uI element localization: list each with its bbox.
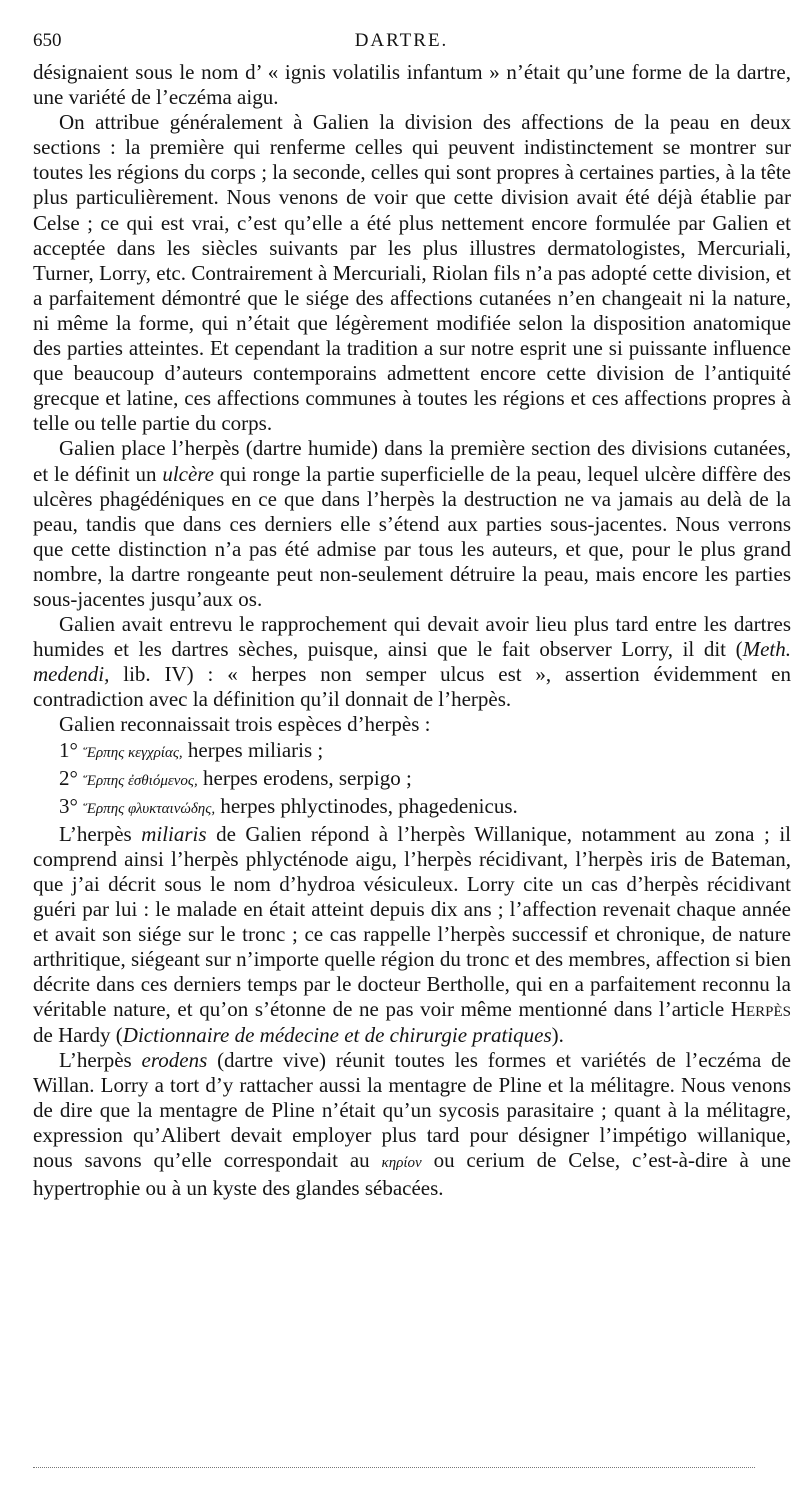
text-run: L’herpès <box>59 821 142 846</box>
list-item <box>33 766 791 794</box>
text-run: herpes miliaris ; <box>182 737 324 762</box>
text-run: de Galien répond à l’herpès Willanique, notamment au zona ; il comprend ainsi l’herpès phlycténode aigu, l’herpès récidivant, l’herpès iris de Bateman, que j’ai décrit sous le nom d’hydroa vésiculeux. Lorry cite un cas d’herpès récidivant guéri par lui : le malade en était atteint depuis dix ans ; l’affection revenait chaque année et avait son siége sur le tronc ; ce cas rappelle l’herpès successif et chronique, de nature arthritique, siégeant sur n’importe quelle région du tronc et des membres, affection si bien décrite dans ces derniers temps par le docteur Bertholle, qui en a parfaitement reconnu la véritable nature, et qu’on s’étonne de ne pas voir même mentionné dans l’article <box>33 821 792 1022</box>
text-run: Galien avait entrevu le rapprochement qui devait avoir lieu plus tard entre les dartres humides et les dartres sèches, puisque, ainsi que le fait observer Lorry, il dit ( <box>33 612 791 662</box>
text-run: On attribue généralement à Galien la division des affections de la peau en deux sections : la première qui renferme celles qui peuvent indistinctement se montrer sur toutes les régions du corps ; la seconde, celles qui sont propres à certaines parties, à la tête plus particulièrement. Nous venons de voir que cette division avait été déjà établie par Celse ; ce qui est vrai, c’est qu’elle a été plus nettement encore formulée par Galien et acceptée dans les siècles suivants par les plus illustres dermatologistes, Mercuriali, Turner, Lorry, etc. Contrairement à Mercuriali, Riolan fils n’a pas adopté cette division, et a parfaitement démontré que le siége des affections cutanées n’en changeait ni la nature, ni même la forme, qui n’était que légèrement modifiée selon la disposition anatomique des parties atteintes. Et cependant la tradition a sur notre esprit une si puissante influence que beaucoup d’auteurs contemporains admettent encore cette division de l’antiquité grecque et latine, ces affections communes à toutes les régions et ces affections propres à telle ou telle partie du corps. <box>33 110 791 436</box>
paragraph <box>33 822 791 1048</box>
italic-term: miliaris <box>141 821 207 846</box>
paragraph <box>33 612 791 712</box>
paragraph <box>33 436 791 612</box>
italic-term: Meth. medendi, <box>33 637 791 687</box>
text-run: de Hardy ( <box>33 1022 123 1047</box>
greek-term: Ἕρπης κεγχρίας, <box>83 744 183 761</box>
page-number: 650 <box>33 30 62 51</box>
text-run: ). <box>551 1022 564 1047</box>
text-run: Herpès <box>730 997 791 1022</box>
running-title: DARTRE. <box>354 30 449 51</box>
paragraph <box>33 110 791 436</box>
text-run: 1° <box>59 737 84 762</box>
paragraph <box>33 712 791 737</box>
text-run: qui ronge la partie superficielle de la peau, lequel ulcère diffère des ulcères phagédéniques en ce que dans l’herpès la destruction ne va jamais au delà de la peau, tandis que dans ces derniers elle s’étend aux parties sous-jacentes. Nous verrons que cette distinction n’a pas été admise par tous les auteurs, et que, pour le plus grand nombre, la dartre rongeante peut non-seulement détruire la peau, mais encore les parties sous-jacentes jusqu’aux os. <box>33 461 791 611</box>
text-run: lib. IV) : « herpes non semper ulcus est », assertion évidemment en contradiction avec la définition qu’il donnait de l’herpès. <box>33 662 791 712</box>
list-item <box>33 794 791 822</box>
page-header <box>33 30 770 58</box>
text-run: Galien reconnaissait trois espèces d’herpès : <box>59 712 431 737</box>
greek-term: κηρίον <box>381 1155 422 1172</box>
footer-rule <box>33 1467 755 1468</box>
text-run: Galien place l’herpès (dartre humide) dans la première section des divisions cutanées, et le définit un <box>33 436 791 486</box>
body-text <box>33 60 791 1201</box>
text-run: 2° <box>59 765 84 790</box>
greek-term: Ἕρπης ἐσθιόμενος, <box>83 772 198 789</box>
list-item <box>33 738 791 766</box>
greek-term: Ἕρπης φλυκταινώδης, <box>83 800 216 817</box>
italic-term: Dictionnaire de médecine et de chirurgie pratiques <box>122 1022 552 1047</box>
italic-term: erodens <box>141 1047 208 1072</box>
text-run: (dartre vive) réunit toutes les formes et variétés de l’eczéma de Willan. Lorry a tort d’y rattacher aussi la mentagre de Pline et la mélitagre. Nous venons de dire que la mentagre de Pline n’était qu’un sycosis parasitaire ; quant à la mélitagre, expression qu’Alibert devait employer plus tard pour désigner l’impétigo willanique, nous savons qu’elle correspondait au <box>33 1047 791 1173</box>
paragraph <box>33 60 791 110</box>
paragraph <box>33 1048 791 1202</box>
text-run: 3° <box>59 793 84 818</box>
text-run: L’herpès <box>59 1047 142 1072</box>
text-run: herpes phlyctinodes, phagedenicus. <box>215 793 518 818</box>
text-run: désignaient sous le nom d’ « ignis volatilis infantum » n’était qu’une forme de la dartre, une variété de l’eczéma aigu. <box>33 60 791 110</box>
text-run: ou cerium de Celse, c’est-à-dire à une hypertrophie ou à un kyste des glandes sébacées. <box>33 1148 791 1201</box>
italic-term: ulcère <box>162 461 215 486</box>
text-run: herpes erodens, serpigo ; <box>197 765 412 790</box>
